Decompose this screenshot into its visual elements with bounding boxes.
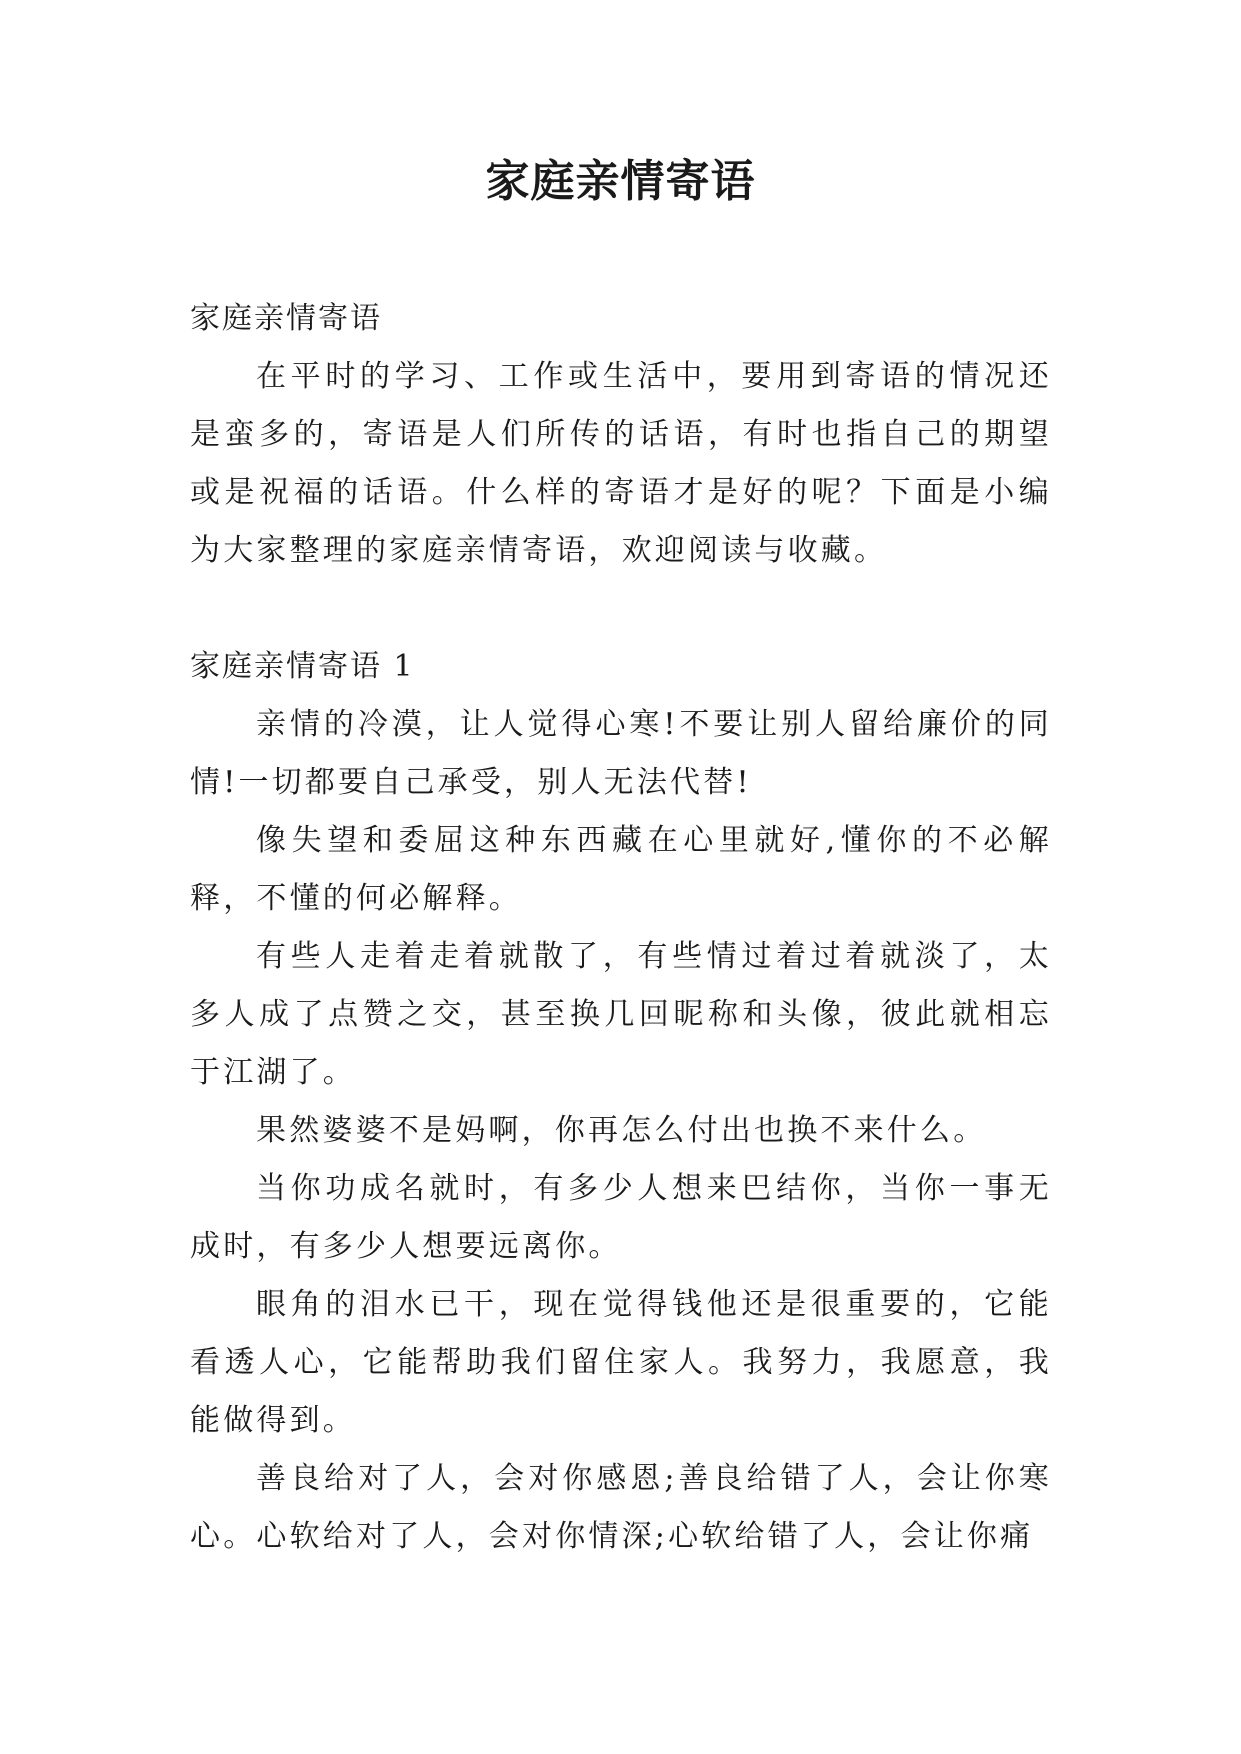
paragraph: 当你功成名就时，有多少人想来巴结你，当你一事无成时，有多少人想要远离你。 [190, 1171, 1052, 1264]
paragraph: 有些人走着走着就散了，有些情过着过着就淡了，太多人成了点赞之交，甚至换几回昵称和头像，彼此就相忘于江湖了。 [190, 939, 1052, 1090]
document-title: 家庭亲情寄语 [485, 156, 756, 207]
paragraph: 善良给对了人，会对你感恩;善良给错了人，会让你寒心。心软给对了人，会对你情深;心软给错了人，会让你痛 [190, 1461, 1052, 1554]
document-body [190, 290, 1052, 1566]
subtitle: 家庭亲情寄语 [190, 301, 382, 336]
intro-paragraph: 在平时的学习、工作或生活中，要用到寄语的情况还是蛮多的，寄语是人们所传的话语，有时也指自己的期望或是祝福的话语。什么样的寄语才是好的呢？下面是小编为大家整理的家庭亲情寄语，欢迎阅读与收藏。 [190, 359, 1052, 568]
section-heading: 家庭亲情寄语 1 [190, 649, 415, 684]
paragraph: 亲情的冷漠，让人觉得心寒!不要让别人留给廉价的同情!一切都要自己承受，别人无法代替! [190, 707, 1052, 800]
paragraph: 眼角的泪水已干，现在觉得钱他还是很重要的，它能看透人心，它能帮助我们留住家人。我努力，我愿意，我能做得到。 [190, 1287, 1052, 1438]
paragraph: 像失望和委屈这种东西藏在心里就好,懂你的不必解释，不懂的何必解释。 [190, 823, 1052, 916]
paragraph: 果然婆婆不是妈啊，你再怎么付出也换不来什么。 [256, 1113, 987, 1148]
section-spacer [190, 580, 1052, 638]
